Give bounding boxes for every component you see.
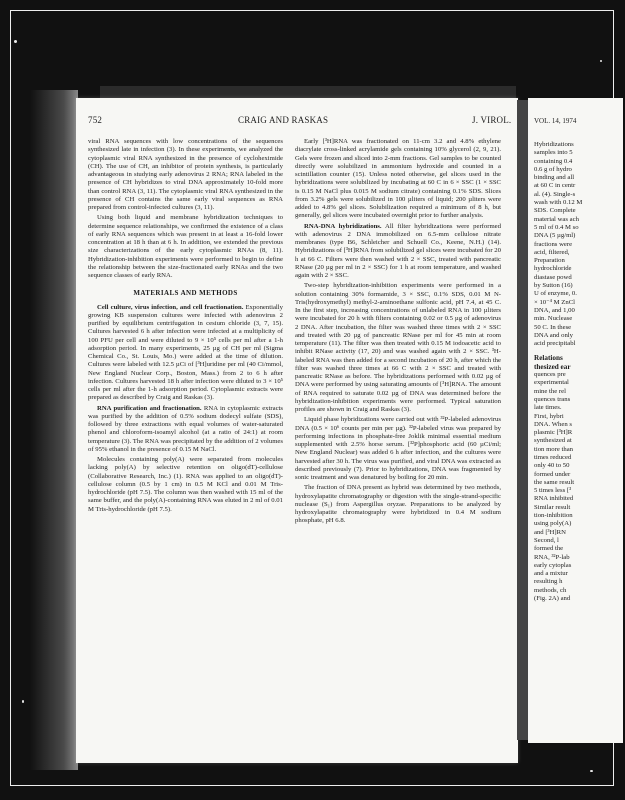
adjacent-page-line: mine the rel [534, 387, 566, 395]
adjacent-page [528, 98, 623, 743]
right-text-column [295, 138, 501, 528]
section-heading: MATERIALS AND METHODS [133, 289, 238, 298]
adjacent-page-line: resulting h [534, 578, 563, 586]
adjacent-page-column [534, 141, 623, 603]
adjacent-page-line: al. (4). Single-s [534, 190, 576, 198]
dust-speck [590, 770, 593, 772]
adjacent-page-line: acid, filtered, [534, 248, 570, 256]
adjacent-page-line: early cytoplas [534, 561, 572, 569]
adjacent-page-line: diastase powd [534, 273, 572, 281]
adjacent-page-line: 5 times less [³ [534, 487, 572, 495]
paragraph [295, 223, 501, 281]
adjacent-page-line: by Sutton (16) [534, 282, 573, 290]
adjacent-page-line: the same result [534, 478, 575, 486]
dust-speck [600, 60, 602, 62]
adjacent-page-line: RNA inhibited [534, 495, 574, 503]
adjacent-page-line: tion more than [534, 445, 574, 453]
paragraph [295, 282, 501, 414]
adjacent-page-line: DNA and only [534, 331, 574, 339]
paragraph-text: Early [³H]RNA was fractionated on 11-cm 3.2 and 4.8% ethylene diacrylate cross-linked acrylamide gels containing 10% glycerol (2, 9, 21). Gels were frozen and sliced into 2-mm fractions. Gel samples to be counted directly were solubilized in ammonium hydroxide and counted in a scintillation counter (15). Unless noted otherwise, gel slices used in the hybridizations were solubilized by incubating at 60 C in 6 × SSC (1 × SSC is 0.15 M NaCl plus 0.015 M sodium citrate) containing 0.1% SDS. Slices from 3.2% gels were solubilized in 100 µliters of liquid; 200 µliters were added to 4.8% gel slices. Solubilization required a minimum of 8 h, but generally, gel slices were incubated overnight prior to further analysis. [295, 138, 501, 220]
adjacent-page-line: and [³H]RN [534, 528, 566, 536]
paragraph-text: All filter hybridizations were performed with adenovirus 2 DNA immobilized on 6.5-mm cellulose nitrate membranes (type B6, Schleicher and Schuell Co., Keene, N.H.) (14). Hybridizations of [³H]RNA from solubilized gel slices were incubated for 20 h at 66 C. Filters were then washed with 2 × SSC, treated with pancreatic RNase (20 µg per ml in 2 × SSC) for 1 h at room temperature, and washed again with 2 × SSC. [295, 222, 501, 279]
adjacent-page-line: (Fig. 2A) and [534, 595, 571, 603]
paragraph [88, 214, 283, 280]
paragraph-text: viral RNA sequences with low concentrations of the sequences synthesized late in infection (3). In these experiments, we analyzed the cytoplasmic viral RNA synthesized in the presence of cycloheximide (CH). The use of CH, an inhibitor of protein synthesis, is particularly advantageous in studying early adenovirus 2 RNA; RNA labeled in the presence of CH hybridizes to viral DNA approximately 10-fold more than control RNA (3, 11). The cytoplasmic viral RNA synthesized in the presence of CH contains the same early viral sequences as RNA prepared from control-infected cultures (3, 11). [88, 138, 283, 211]
adjacent-page-line: quences pre [534, 371, 566, 379]
journal-name: J. VIROL. [472, 115, 512, 125]
paragraph-text: Exponentially growing KB suspension cultures were infected with adenovirus 2 purified by equilibrium centrifugation in cesium chloride (3, 7, 15). Cultures harvested 6 h after infection were infected at a multiplicity of 100 PFU per cell and were diluted to 9 × 10⁵ cells per ml after a 1-h adsorption period. In many experiments, 25 µg of CH per ml (Sigma Chemical Co., St. Louis, Mo.) were added at the time of dilution. Cultures were labeled with 12.5 µCi of [³H]uridine per ml (40 Ci/mmol, New England Nuclear Corp., Boston, Mass.) from 2 to 6 h after infection. Cultures harvested 18 h after infection were diluted to 3 × 10⁵ cells per ml after the 1-h adsorption period. Cytoplasmic extracts were prepared as described by Craig and Raskas (3). [88, 303, 283, 402]
adjacent-page-line: tion-inhibition [534, 512, 573, 520]
adjacent-page-line: formed under [534, 470, 571, 478]
main-page [76, 98, 518, 763]
adjacent-page-line: First, hybri [534, 412, 564, 420]
paragraph-text: Two-step hybridization-inhibition experiments were performed in a solution containing 30% formamide, 3 × SSC, 0.1% SDS, 0.01 M N-Tris(hydroxymethyl) methyl-2-aminoethane sulfonic acid, pH 7.4, at 45 C. In the first step, increasing concentrations of unlabeled RNA in 100 µliters were incubated for 20 h with filters containing 0.02 or 0.5 µg of adenovirus 2 DNA. After incubation, the filter was washed three times with 2 × SSC and treated with 20 µg of pancreatic RNase per ml for 45 min at room temperature (11). The filter was then treated with 0.15 M iodoacetic acid to inhibit RNase activity (17, 20) and was washed again with 2 × SSC. ³H-labeled RNA was then added for a second incubation of 20 h, after which the filter was washed three times at 66 C with 2 × SSC and treated with pancreatic RNase as before. The hybridizations performed with 0.02 µg of DNA were performed by using saturating amounts of [³H]RNA. The amount of RNA required to saturate 0.02 µg of DNA was determined before the hybridization-inhibition experiments were performed. Typical saturation profiles are shown in Craig and Raskas (3). [295, 282, 501, 413]
paragraph [295, 138, 501, 221]
paragraph [88, 304, 283, 403]
adjacent-page-line: samples into 5 [534, 149, 573, 157]
running-title: CRAIG AND RASKAS [238, 115, 329, 125]
page-edge-shadow [30, 90, 78, 770]
dust-speck [22, 700, 24, 703]
adjacent-page-line: DNA (5 µg/ml) [534, 232, 576, 240]
paragraph [88, 456, 283, 514]
paragraph-text: Using both liquid and membrane hybridization techniques to determine sequence relationships, we confirmed the existence of a class of early RNA sequences which was present in at least a 16-fold lower concentration at 18 h than at 6 h. In addition, we extended the previous size characterizations of the early cytoplasmic RNAs (8, 11). Hybridization-inhibition experiments were performed to begin to define the relationship between the size-fractionated early RNAs and the two sequence classes of early RNA. [88, 214, 283, 279]
adjacent-page-header: VOL. 14, 1974 [534, 117, 577, 125]
paragraph [295, 484, 501, 525]
adjacent-page-line: U of enzyme, 0. [534, 290, 577, 298]
adjacent-page-line: SDS. Complete [534, 207, 576, 215]
adjacent-page-line: hydrochloride [534, 265, 572, 273]
paragraph [88, 138, 283, 212]
left-text-column [88, 138, 283, 516]
adjacent-page-line: only 40 to 50 [534, 462, 570, 470]
adjacent-page-line: Second, l [534, 536, 559, 544]
adjacent-page-line: DNA, and 1,00 [534, 306, 575, 314]
adjacent-page-line: formed the [534, 545, 564, 553]
paragraph-text: Molecules containing poly(A) were separated from molecules lacking poly(A) by selective retention on oligo(dT)-cellulose (Collaborative Research, Inc.) (1). RNA was applied to an oligo(dT)-cellulose column (0.5 by 1 cm) in 0.5 M KCl and 0.01 M Tris-hydrochloride (pH 7.5). The column was then washed with 15 ml of the same buffer, and the poly(A)-containing RNA was eluted in 2 ml of 0.01 M Tris-hydrochloride (pH 7.5). [88, 456, 283, 513]
page-number: 752 [88, 115, 103, 125]
adjacent-page-line: using poly(A) [534, 520, 572, 528]
adjacent-page-line: late times. [534, 404, 562, 412]
adjacent-page-line: binding and all [534, 174, 575, 182]
paragraph-run-in-heading: RNA purification and fractionation. [97, 404, 202, 412]
adjacent-page-line: plasmic [³H]R [534, 429, 573, 437]
paragraph-run-in-heading: RNA-DNA hybridizations. [304, 222, 382, 230]
adjacent-page-line: DNA. When s [534, 420, 572, 428]
adjacent-page-line: × 10⁻⁴ M ZnCl [534, 298, 576, 306]
adjacent-page-line: Hybridizations [534, 141, 574, 148]
adjacent-page-line: 5 ml of 0.4 M so [534, 223, 579, 231]
adjacent-page-line: synthesized at [534, 437, 572, 445]
paragraph [295, 416, 501, 482]
adjacent-page-line: material was ach [534, 215, 579, 223]
adjacent-page-line: Relations [534, 354, 563, 363]
adjacent-page-line: quences trans [534, 395, 571, 403]
adjacent-page-line: containing 0.4 [534, 157, 573, 165]
running-header [88, 115, 512, 127]
adjacent-page-line: acid precipitabl [534, 340, 576, 348]
paragraph-text: The fraction of DNA present as hybrid was determined by two methods, hydroxylapatite chromatography or digestion with the single-strand-specific nuclease (S₁) from Aspergillus oryzae. Preparations to be analyzed by hydroxylapatite chromatography were hybridized in 0.4 M sodium phosphate, pH 6.8. [295, 484, 501, 525]
adjacent-page-line: 0.6 g of hydro [534, 165, 572, 173]
paragraph-text: RNA in cytoplasmic extracts was purified by the addition of 0.5% sodium dodecyl sulfate (SDS), followed by three extractions with equal volumes of water-saturated phenol and chloroform-isoamyl alcohol (at a ratio of 24:1) at room temperature (3). The RNA was precipitated by the addition of 2 volumes of 95% ethanol in the presence of 0.15 M NaCl. [88, 404, 283, 453]
paragraph-text: Liquid phase hybridizations were carried out with ³²P-labeled adenovirus DNA (0.5 × 10⁶ counts per min per µg). ³²P-labeled virus was prepared by performing infections in phosphate-free Joklik minimal essential medium supplemented with 2.5% horse serum. [³²P]phosphoric acid (60 µCi/ml; New England Nuclear) was added 6 h after infection, and the cultures were harvested after 30 h. The virus was purified, and viral DNA was extracted as described previously (7). Prior to hybridizations, DNA was fragmented by sonic treatment and was denatured by boiling for 20 min. [295, 416, 501, 481]
paragraph-run-in-heading: Cell culture, virus infection, and cell fractionation. [97, 303, 244, 311]
adjacent-page-line: and a mixtur [534, 570, 568, 578]
adjacent-page-line: min. Nuclease [534, 315, 573, 323]
adjacent-page-line: fractions were [534, 240, 573, 248]
paragraph [88, 405, 283, 455]
adjacent-page-line: experimental [534, 379, 569, 387]
adjacent-page-line: RNA, ³²P-lab [534, 553, 570, 561]
adjacent-page-line: 50 C. In these [534, 323, 572, 331]
adjacent-page-line: Preparation [534, 257, 565, 265]
adjacent-page-line: Similar result [534, 503, 571, 511]
adjacent-page-line: at 60 C in centr [534, 182, 576, 190]
adjacent-page-line: wash with 0.12 M [534, 199, 583, 207]
adjacent-page-line: thesized ear [534, 362, 571, 371]
adjacent-page-line: times reduced [534, 453, 572, 461]
adjacent-page-line: methods, ch [534, 586, 567, 594]
dust-speck [14, 40, 17, 43]
